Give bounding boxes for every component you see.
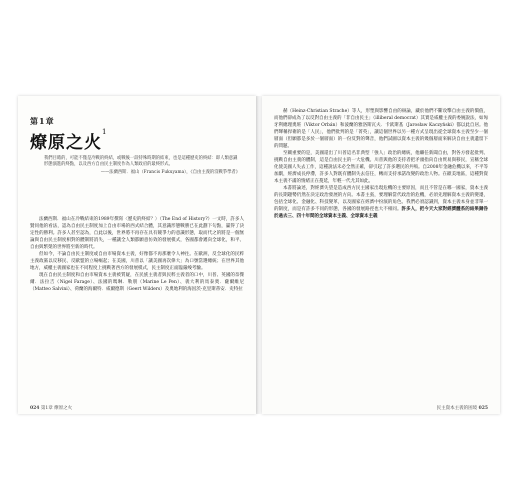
left-footer: [30, 405, 72, 411]
chapter-label: 第1章: [30, 116, 55, 126]
paragraph: [274, 185, 488, 220]
footer-title: 民主資本主義的困境: [436, 406, 478, 411]
paragraph: 但如今，不論自由民主制度或自由市場資本主義，好像都不再那麼令人神往。在歐洲，反全球化的民粹主義政黨以反移民、反歐盟的立場崛起；在美國，川普以「讓美國再次偉大」為口號當選總統；在世界其他地方，威權主義國家也在不同程度上挑戰著西方的發展模式，民主制度正面臨嚴峻考驗。: [30, 252, 244, 271]
chapter-title: [30, 128, 107, 153]
epigraph: [44, 156, 240, 176]
epigraph-source: ——法蘭西斯．福山（Francis Fukuyama），《自由主義的沒戰爭學者》: [100, 169, 240, 175]
paragraph: 現在自由民主制度和自由市場資本主義被質疑，在民族主義者與民粹主義者的口中，川普、英國的奈傑爾．法拉吉（Nigel Farage）、法國的瑪琳．勒朋（Marine Le Pen）、義大利的馬泰奧．薩爾維尼（Matteo Salvini）、荷蘭的海爾特．威爾德斯（Geert Wilders）及奧地利的海因茨-克里斯蒂安．史特拉: [30, 273, 244, 292]
epigraph-text: 我們目睹的，可能不僅是冷戰的終結，或戰後一段特殊時期的結束，也是這種歷史的終結：即人類意識形態演進的終點，以及西方自由民主制度作為人類政府的最終形式。: [44, 156, 238, 168]
right-body-text: [274, 108, 488, 220]
chapter-note-marker: 1: [102, 128, 108, 136]
right-footer: [437, 405, 488, 411]
footer-title: 燎原之火: [54, 406, 73, 411]
chapter-title-text: 燎原之火: [30, 133, 102, 153]
right-page: [262, 96, 500, 414]
bold-passage: 許多人，把今天大家對經濟體系的結果歸咎於過去三、四十年間的全球資本主義、全球資本主義: [274, 207, 489, 219]
left-page: [18, 96, 256, 414]
paragraph-text: 本書將論述，對經濟失望是造成西方民主國家出現危機的主要原因，而且不管是在哪一國家，資本主義的長期趨勢仍然在決定政治發展的方向。本書主張，要理解當代政治的危機，必須先理解資本主義的變遷，包括全球化、金融化、科技變革，以及國家在經濟中扮演的角色。我們必須認識到，資本主義本身並非單一的制度，而是有許多不同的形態，各國的發展路徑也大不相同。: [274, 186, 488, 212]
left-body-text: [30, 216, 244, 293]
page-number: 024: [30, 406, 40, 411]
paragraph: 赫（Heinz-Christian Strache）等人，形塑與影響自由的辯論，藏於他們不斷攻擊自由主義的價值，而他們卻成為了以反對自由主義的「非自由民主」（illiberal democrat）其實是威權主義的委婉說法，如匈牙利總理奧班（Viktor Orbán）和波蘭的雅洛斯瓦夫．卡欽斯基（Jarosław Kaczyński）都以此自居。他們聲稱捍衛的是「人民」，他們批判的是「菁英」，讓這個世界以另一種方式呈現出從全球資本主義至少一個層面（但願都是多於一個層面）的一份反對的聲音，他們試圖以資本主義的幾個層面來解決自由主義遺留下的問題。: [274, 109, 488, 149]
paragraph: 至關重要的是，美國還出了川普這名非典型「強人」政治的總統，他繼任新聞自由，對各方發起批判、挑戰自由主義的體制，這是自由民主的一大危機。川普與他的支持者把矛頭指向自由貿易與移民，宣稱全球化使美國人失去工作，這種說法未必全然正確，卻引起了許多選民的共鳴。自2008年金融危機以來，不平等加劇，經濟成長停滯，許多人對既有體制失去信任，轉而支持承諾改變的政治人物。在歐美地區，這種對資本主義不滿的情緒正在蔓延，年輕一代尤其如此。: [274, 151, 488, 184]
page-number: 025: [478, 406, 488, 411]
footer-chapter: 第1章: [40, 406, 53, 411]
paragraph: 法蘭西斯．福山在冷戰結束的1989年撰寫〈歷史的終結？〉（The End of History?）一文時，許多人贊同他的看法，認為自由民主制度加上自由市場的西式結合體，其意識形態戰勝已在此劃下句點，贏得了決定性的勝利。許多人甚至認為，自此以後，世界將不再存在具有競爭力的意識形態，取而代之的將是一個無論與自由民主制度相對的體制將消失，一種讓全人類都願意仿效的發展模式，各國都會邁向全球化，和平、自由與繁榮的世界將至新的時代。: [30, 217, 244, 250]
